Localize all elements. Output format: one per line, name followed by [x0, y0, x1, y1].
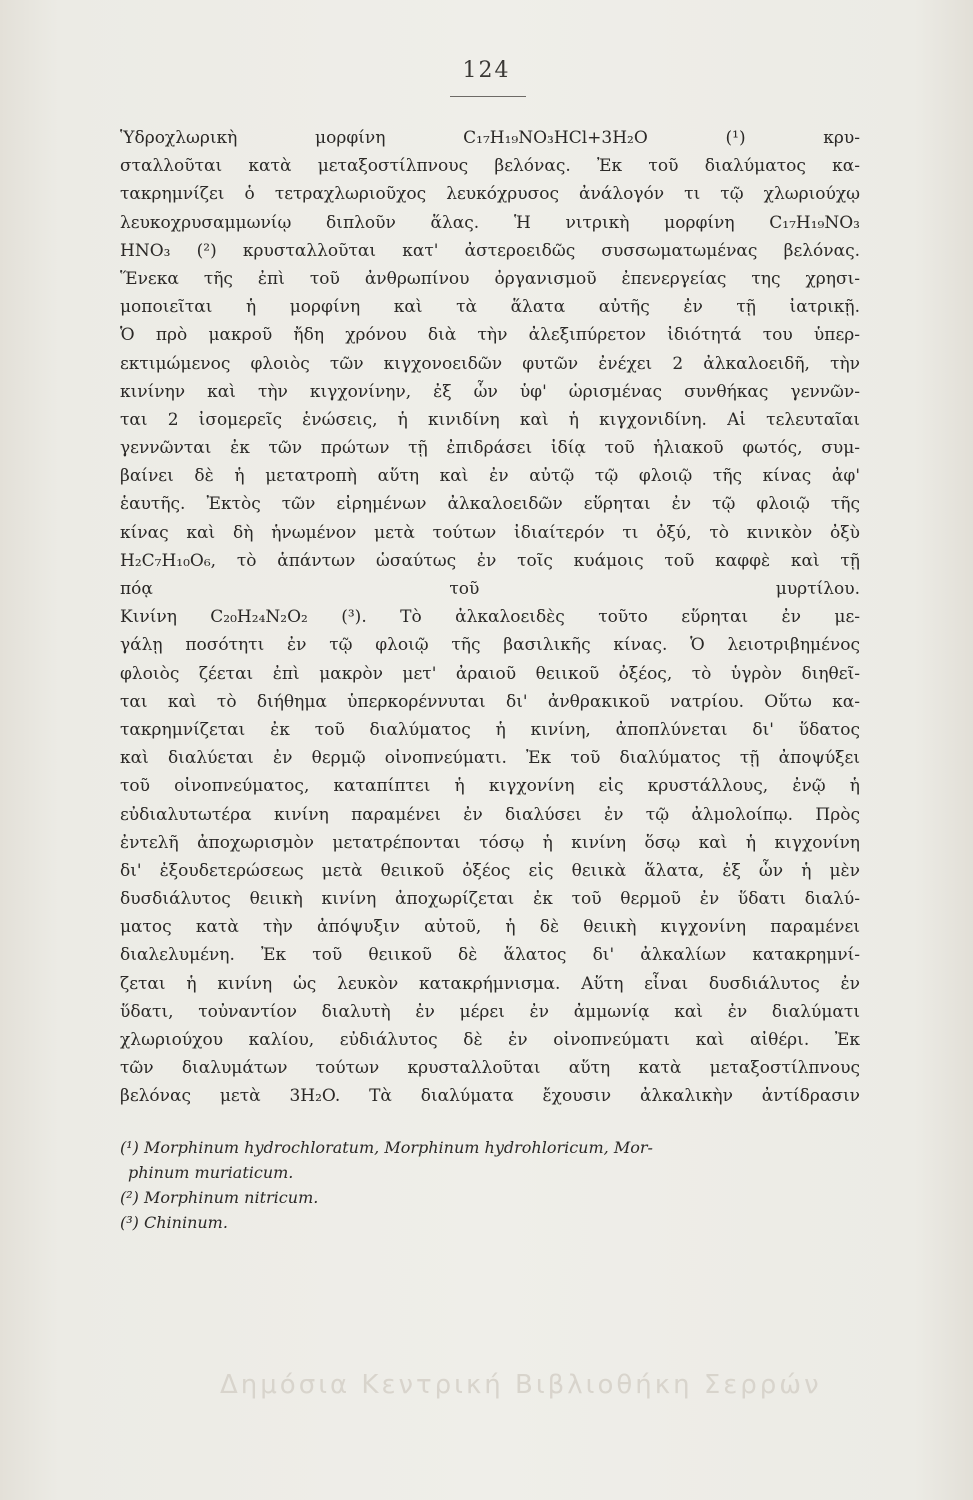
- text-line: πόᾳ τοῦ μυρτίλου.: [120, 579, 860, 599]
- text-line: γεννῶνται ἐκ τῶν πρώτων τῇ ἐπιδράσει ἰδίᾳ τοῦ ἡλιακοῦ φωτός, συμ-: [120, 438, 860, 459]
- text-line: φλοιὸς ζέεται ἐπὶ μακρὸν μετ' ἀραιοῦ θειικοῦ ὀξέος, τὸ ὑγρὸν διηθεῖ-: [120, 663, 860, 684]
- text-line: κίνας καὶ δὴ ἡνωμένον μετὰ τούτων ἰδιαίτερόν τι ὀξύ, τὸ κινικὸν ὀξὺ: [120, 522, 860, 543]
- text-line: ἐντελῆ ἀποχωρισμὸν μετατρέπονται τόσῳ ἡ κινίνη ὅσῳ καὶ ἡ κιγχονίνη: [120, 832, 860, 853]
- text-line: δι' ἐξουδετερώσεως μετὰ θειικοῦ ὀξέος εἰς θειικὰ ἅλατα, ἐξ ὧν ἡ μὲν: [120, 860, 860, 881]
- text-line: τακρημνίζει ὁ τετραχλωριοῦχος λευκόχρυσος ἀνάλογόν τι τῷ χλωριούχῳ: [120, 184, 860, 205]
- body-text: [120, 124, 860, 1235]
- text-line: Ἕνεκα τῆς ἐπὶ τοῦ ἀνθρωπίνου ὀργανισμοῦ ἐπενεργείας της χρησι-: [120, 268, 860, 289]
- text-line: ζεται ἡ κινίνη ὡς λευκὸν κατακρήμνισμα. Αὕτη εἶναι δυσδιάλυτος ἐν: [120, 973, 860, 994]
- text-line: ται καὶ τὸ διήθημα ὑπερκορέννυται δι' ἀνθρακικοῦ νατρίου. Οὕτω κα-: [120, 691, 860, 712]
- text-line: γάλῃ ποσότητι ἐν τῷ φλοιῷ τῆς βασιλικῆς κίνας. Ὁ λειοτριβημένος: [120, 635, 860, 656]
- text-line: εκτιμώμενος φλοιὸς τῶν κιγχονοειδῶν φυτῶν ἐνέχει 2 ἀλκαλοειδῆ, τὴν: [120, 353, 860, 374]
- text-line: χλωριούχου καλίου, εὐδιάλυτος δὲ ἐν οἰνοπνεύματι καὶ αἰθέρι. Ἐκ: [120, 1030, 860, 1050]
- footnotes: [120, 1135, 860, 1235]
- text-line: δυσδιάλυτος θειικὴ κινίνη ἀποχωρίζεται ἐκ τοῦ θερμοῦ ἐν ὕδατι διαλύ-: [120, 889, 860, 910]
- footnote-1-cont: phinum muriaticum.: [128, 1162, 294, 1182]
- page-number: 124: [462, 58, 511, 83]
- text-line: ὕδατι, τοὐναντίον διαλυτὴ ἐν μέρει ἐν ἀμμωνίᾳ καὶ ἐν διαλύματι: [120, 1001, 860, 1022]
- text-line: σταλλοῦται κατὰ μεταξοστίλπνους βελόνας. Ἐκ τοῦ διαλύματος κα-: [120, 156, 860, 177]
- library-watermark: Δημόσια Κεντρική Βιβλιοθήκη Σερρών: [220, 1370, 822, 1400]
- text-line: H₂C₇H₁₀O₆, τὸ ἁπάντων ὡσαύτως ἐν τοῖς κυάμοις τοῦ καφφὲ καὶ τῇ: [120, 550, 860, 571]
- footnote-2: (²) Morphinum nitricum.: [120, 1187, 319, 1207]
- text-line: καὶ διαλύεται ἐν θερμῷ οἰνοπνεύματι. Ἐκ τοῦ διαλύματος τῇ ἀποψύξει: [120, 748, 860, 769]
- text-line: διαλελυμένη. Ἐκ τοῦ θειικοῦ δὲ ἅλατος δι' ἀλκαλίων κατακρημνί-: [120, 945, 860, 966]
- text-line: βελόνας μετὰ 3H₂O. Τὰ διαλύματα ἔχουσιν ἀλκαλικὴν ἀντίδρασιν: [120, 1086, 860, 1107]
- page-number-rule: [450, 96, 526, 97]
- text-line: Ὁ πρὸ μακροῦ ἤδη χρόνου διὰ τὴν ἀλεξιπύρετον ἰδιότητά του ὑπερ-: [120, 325, 860, 346]
- text-line: HNO₃ (²) κρυσταλλοῦται κατ' ἀστεροειδῶς συσσωματωμένας βελόνας.: [120, 240, 860, 261]
- footnote-1: (¹) Morphinum hydrochloratum, Morphinum hydrohloricum, Mor-: [120, 1137, 653, 1157]
- text-line: τακρημνίζεται ἐκ τοῦ διαλύματος ἡ κινίνη, ἀποπλύνεται δι' ὕδατος: [120, 719, 860, 740]
- footnote-3: (³) Chininum.: [120, 1212, 228, 1232]
- text-line: μοποιεῖται ἡ μορφίνη καὶ τὰ ἅλατα αὐτῆς ἐν τῇ ἰατρικῇ.: [120, 297, 860, 318]
- text-line: Ὑδροχλωρικὴ μορφίνη C₁₇H₁₉NO₃HCl+3H₂O (¹) κρυ-: [120, 128, 860, 148]
- text-line: τοῦ οἰνοπνεύματος, καταπίπτει ἡ κιγχονίνη εἰς κρυστάλλους, ἐνῷ ἡ: [120, 776, 860, 797]
- text-line: εὐδιαλυτωτέρα κινίνη παραμένει ἐν διαλύσει ἐν τῷ ἀλμολοίπῳ. Πρὸς: [120, 804, 860, 825]
- text-line: ται 2 ἰσομερεῖς ἑνώσεις, ἡ κινιδίνη καὶ ἡ κιγχονιδίνη. Αἱ τελευταῖαι: [120, 409, 860, 430]
- text-line: λευκοχρυσαμμωνίῳ διπλοῦν ἅλας. Ἡ νιτρικὴ μορφίνη C₁₇H₁₉NO₃: [120, 212, 860, 233]
- text-line: τῶν διαλυμάτων τούτων κρυσταλλοῦται αὕτη κατὰ μεταξοστίλπνους: [120, 1058, 860, 1079]
- text-line: ἑαυτῆς. Ἐκτὸς τῶν εἰρημένων ἀλκαλοειδῶν εὕρηται ἐν τῷ φλοιῷ τῆς: [120, 494, 860, 515]
- text-line: Κινίνη C₂₀H₂₄N₂O₂ (³). Τὸ ἀλκαλοειδὲς τοῦτο εὕρηται ἐν με-: [120, 607, 860, 628]
- text-line: βαίνει δὲ ἡ μετατροπὴ αὕτη καὶ ἐν αὐτῷ τῷ φλοιῷ τῆς κίνας ἀφ': [120, 466, 860, 487]
- text-line: ματος κατὰ τὴν ἀπόψυξιν αὐτοῦ, ἡ δὲ θειικὴ κιγχονίνη παραμένει: [120, 917, 860, 938]
- text-line: κινίνην καὶ τὴν κιγχονίνην, ἐξ ὧν ὑφ' ὡρισμένας συνθήκας γεννῶν-: [120, 381, 860, 402]
